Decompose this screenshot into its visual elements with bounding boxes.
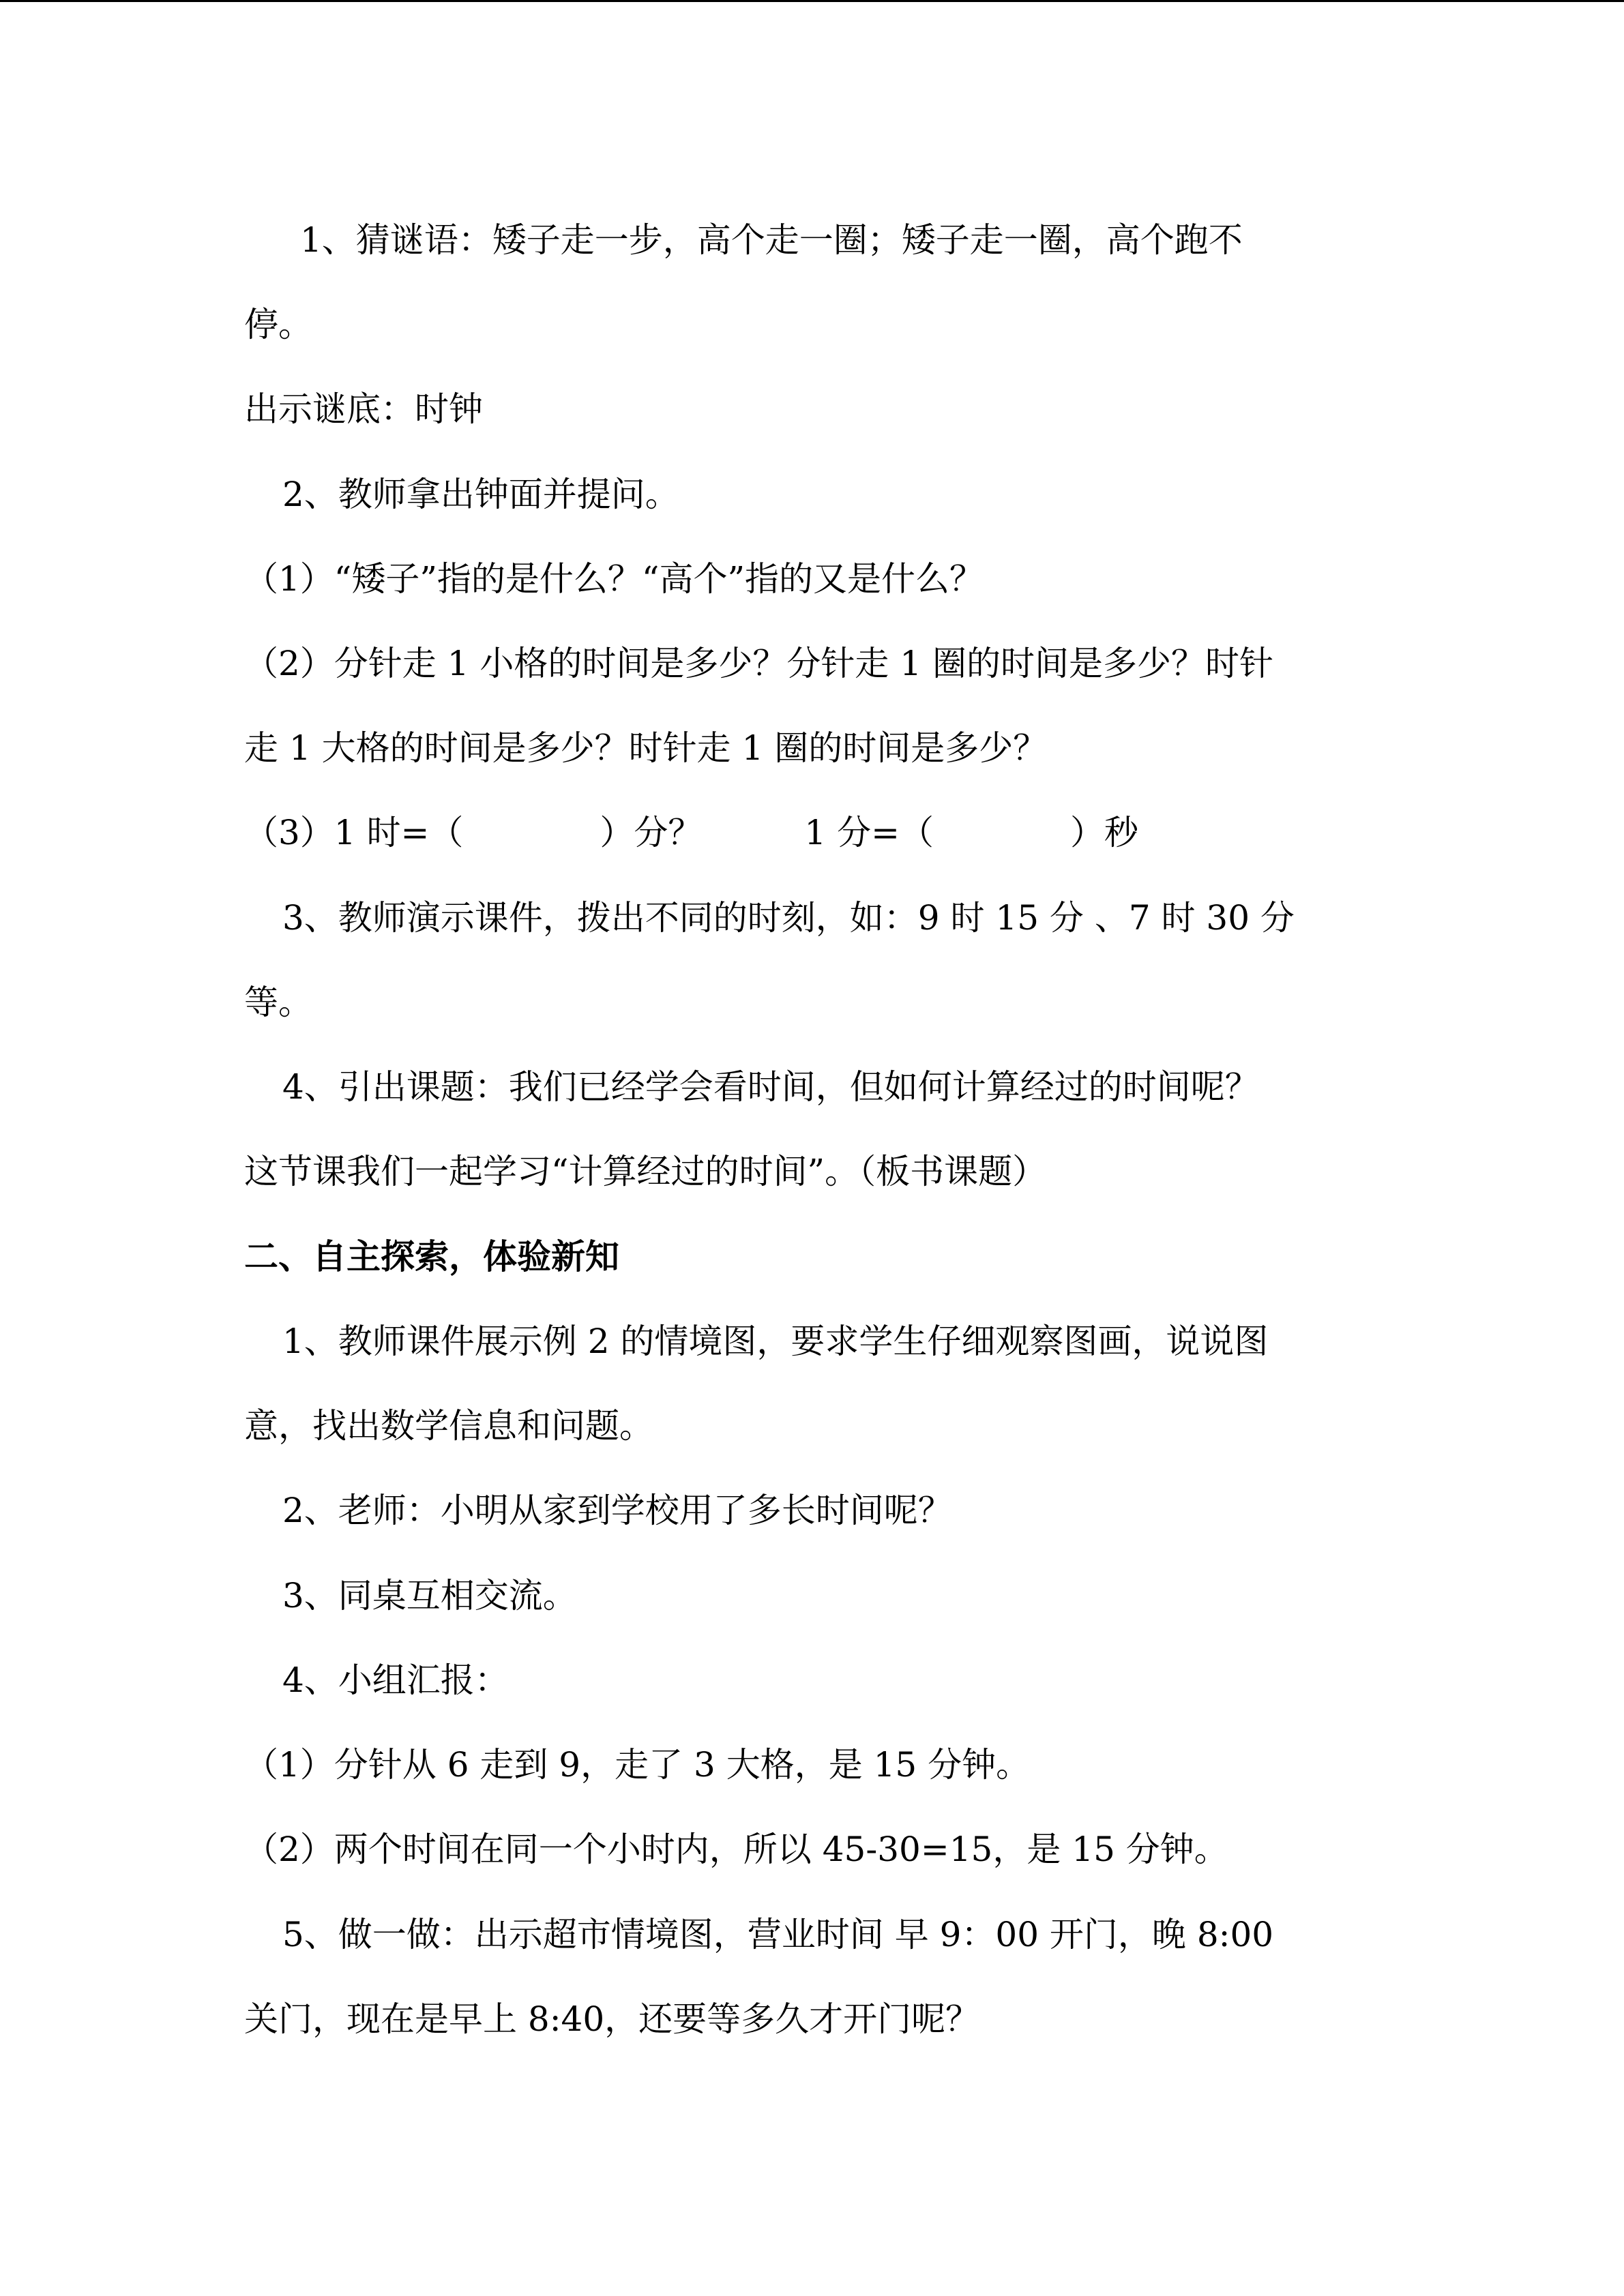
text-line-2: 停。 [244, 305, 312, 344]
text-line-4: 2、教师拿出钟面并提问。 [282, 475, 679, 514]
section-heading: 二、自主探索，体验新知 [244, 1236, 619, 1277]
text-line-10: 等。 [244, 983, 312, 1022]
text-line-3: 出示谜底：时钟 [244, 389, 483, 429]
top-border [0, 0, 1624, 2]
text-line-12: 这节课我们一起学习“计算经过的时间”。（板书课题） [244, 1152, 1047, 1191]
text-line-9: 3、教师演示课件，拨出不同的时刻，如：9 时 15 分 、7 时 30 分 [282, 898, 1295, 938]
text-line-21: 5、做一做：出示超市情境图，营业时间 早 9：00 开门，晚 8:00 [282, 1915, 1274, 1954]
text-line-22: 关门，现在是早上 8:40，还要等多久才开门呢？ [244, 1999, 980, 2039]
text-line-6: （2）分针走 1 小格的时间是多少？分针走 1 圈的时间是多少？时针 [244, 644, 1274, 683]
text-line-17: 3、同桌互相交流。 [282, 1576, 577, 1615]
text-line-7: 走 1 大格的时间是多少？时针走 1 圈的时间是多少？ [244, 728, 1048, 768]
text-line-14: 1、教师课件展示例 2 的情境图，要求学生仔细观察图画，说说图 [282, 1322, 1269, 1361]
text-line-18: 4、小组汇报： [282, 1660, 509, 1700]
text-line-16: 2、老师：小明从家到学校用了多长时间呢？ [282, 1491, 952, 1530]
text-line-8: （3）1 时=（ ）分？ 1 分=（ ）秒 [244, 813, 1139, 852]
text-line-11: 4、引出课题：我们已经学会看时间，但如何计算经过的时间呢？ [282, 1067, 1259, 1107]
text-line-19: （1）分针从 6 走到 9，走了 3 大格，是 15 分钟。 [244, 1745, 1031, 1785]
text-line-20: （2）两个时间在同一个小时内，所以 45-30=15，是 15 分钟。 [244, 1830, 1228, 1869]
text-line-1: 1、猜谜语：矮子走一步，高个走一圈；矮子走一圈，高个跑不 [300, 220, 1243, 260]
text-line-15: 意，找出数学信息和问题。 [244, 1406, 653, 1446]
text-line-5: （1）“矮子”指的是什么？“高个”指的又是什么？ [244, 559, 984, 599]
